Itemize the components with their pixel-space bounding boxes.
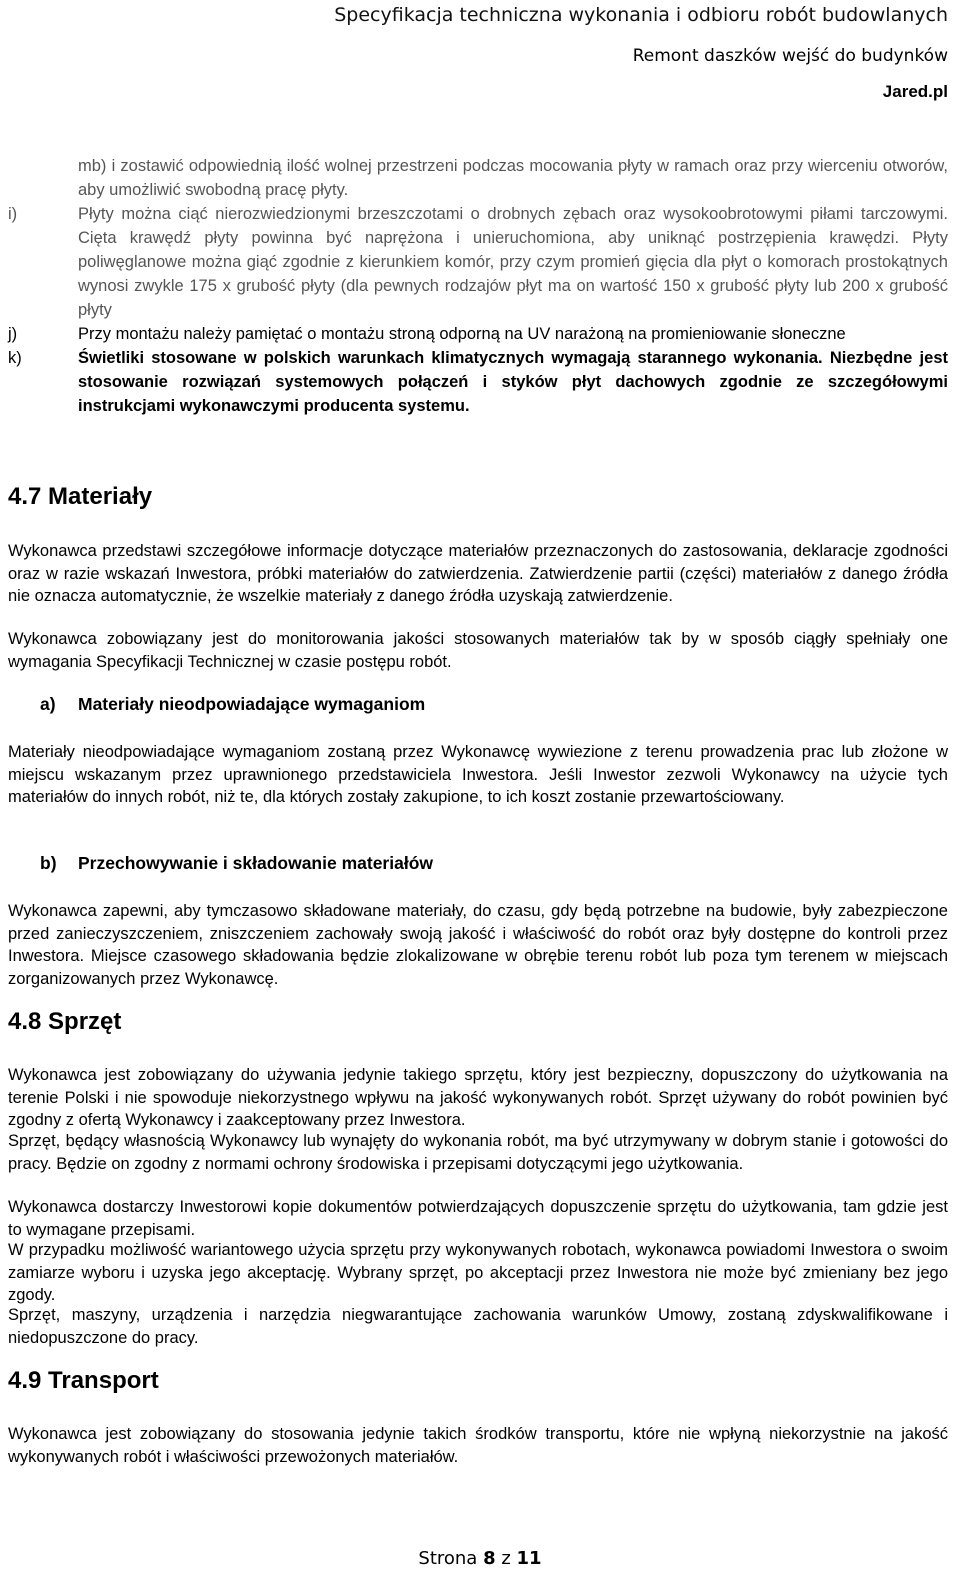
list-item-text: mb) i zostawić odpowiednią ilość wolnej przestrzeni podczas mocowania płyty w ramach oraz przy wierceniu otworów, aby umożliwić swobodną pracę płyty.: [78, 157, 948, 199]
list-item-text: Płyty można ciąć nierozwiedzionymi brzeszczotami o drobnych zębach oraz wysokoobrotowymi piłami tarczowymi. Cięta krawędź płyty powinna być naprężona i unieruchomiona, aby uniknąć postrzępienia krawędzi. Płyty poliwęglanowe można giąć zgodnie z kierunkiem komór, przy czym promień gięcia dla płyt o komorach prostokątnych wynosi zwykle 175 x grubość płyty (dla pewnych rodzajów płyt ma on wartość 150 x grubość płyty lub 200 x grubość płyty: [78, 205, 948, 319]
list-item: [8, 322, 948, 346]
list-item: [8, 346, 948, 418]
paragraph: Wykonawca jest zobowiązany do stosowania jedynie takich środków transportu, które nie wpłyną niekorzystnie na jakość wykonywanych robót i właściwości przewożonych materiałów.: [8, 1425, 948, 1466]
page-footer: [0, 1548, 960, 1569]
section-heading: 4.8 Sprzęt: [8, 1008, 122, 1035]
page-number: 8: [483, 1548, 496, 1569]
page-label: Strona: [418, 1548, 478, 1569]
section-heading: 4.9 Transport: [8, 1367, 159, 1394]
brand-name: Jared.pl: [882, 82, 948, 101]
section-heading: 4.7 Materiały: [8, 483, 153, 510]
paragraph: Wykonawca przedstawi szczegółowe informacje dotyczące materiałów przeznaczonych do zastosowania, deklaracje zgodności oraz w razie wskazań Inwestora, próbki materiałów do zatwierdzenia. Zatwierdzenie partii (części) materiałów z danego źródła nie oznacza automatycznie, że wszelkie materiały z danego źródła uzyskają zatwierdzenie.: [8, 542, 948, 605]
page-of: z: [501, 1548, 511, 1569]
paragraph: W przypadku możliwość wariantowego użycia sprzętu przy wykonywanych robotach, wykonawca powiadomi Inwestora o swoim zamiarze wyboru i uzyska jego akceptację. Wybrany sprzęt, po akceptacji przez Inwestora nie może być zmieniany bez jego zgody.: [8, 1241, 948, 1304]
subsection-title: Przechowywanie i składowanie materiałów: [78, 853, 433, 873]
list-marker: j): [8, 325, 18, 343]
document-subtitle: Remont daszków wejść do budynków: [632, 46, 948, 66]
subsection-marker: a): [40, 694, 56, 714]
document-title: Specyfikacja techniczna wykonania i odbioru robót budowlanych: [334, 4, 948, 26]
page-header: [334, 0, 948, 103]
paragraph: Materiały nieodpowiadające wymaganiom zostaną przez Wykonawcę wywiezione z terenu prowadzenia prac lub złożone w miejscu wskazanym przez uprawnionego przedstawiciela Inwestora. Jeśli Inwestor zezwoli Wykonawcy na użycie tych materiałów do innych robót, niż te, dla których zostały zakupione, to ich koszt zostanie przewartościowany.: [8, 743, 948, 806]
subsection-heading: [40, 851, 433, 875]
subsection-title: Materiały nieodpowiadające wymaganiom: [78, 694, 426, 714]
paragraph: Sprzęt, będący własnością Wykonawcy lub wynajęty do wykonania robót, ma być utrzymywany w dobrym stanie i gotowości do pracy. Będzie on zgodny z normami ochrony środowiska i przepisami dotyczącymi jego użytkowania.: [8, 1132, 948, 1173]
page-total: 11: [516, 1548, 542, 1569]
installation-list: [8, 154, 948, 418]
subsection-marker: b): [40, 853, 57, 873]
list-item-text: Przy montażu należy pamiętać o montażu stroną odporną na UV narażoną na promieniowanie słoneczne: [78, 325, 846, 343]
paragraph: Wykonawca zapewni, aby tymczasowo składowane materiały, do czasu, gdy będą potrzebne na budowie, były zabezpieczone przed zanieczyszczeniem, zniszczeniem zachowały swoją jakość i właściwość do robót oraz były dostępne do kontroli przez Inwestora. Miejsce czasowego składowania będzie zlokalizowane w obrębie terenu robót lub poza tym terenem w miejscach zorganizowanych przez Wykonawcę.: [8, 902, 948, 988]
list-marker: i): [8, 205, 18, 223]
paragraph: Wykonawca jest zobowiązany do używania jedynie takiego sprzętu, który jest bezpieczny, dopuszczony do użytkowania na terenie Polski i nie spowoduje niekorzystnego wpływu na jakość wykonywanych robót. Sprzęt używany do robót powinien być zgodny z ofertą Wykonawcy i zaakceptowany przez Inwestora.: [8, 1066, 948, 1129]
list-item: [8, 202, 948, 322]
paragraph: Wykonawca dostarczy Inwestorowi kopie dokumentów potwierdzających dopuszczenie sprzętu do użytkowania, tam gdzie jest to wymagane przepisami.: [8, 1198, 948, 1239]
list-item-text: Świetliki stosowane w polskich warunkach klimatycznych wymagają starannego wykonania. Niezbędne jest stosowanie rozwiązań systemowych połączeń i styków płyt dachowych zgodnie ze szczegółowymi instrukcjami wykonawczymi producenta systemu.: [78, 349, 948, 415]
list-marker: k): [8, 349, 22, 367]
list-item: [8, 154, 948, 202]
paragraph: Sprzęt, maszyny, urządzenia i narzędzia niegwarantujące zachowania warunków Umowy, zostaną zdyskwalifikowane i niedopuszczone do pracy.: [8, 1306, 948, 1347]
paragraph: Wykonawca zobowiązany jest do monitorowania jakości stosowanych materiałów tak by w sposób ciągły spełniały one wymagania Specyfikacji Technicznej w czasie postępu robót.: [8, 630, 948, 671]
subsection-heading: [40, 692, 425, 716]
